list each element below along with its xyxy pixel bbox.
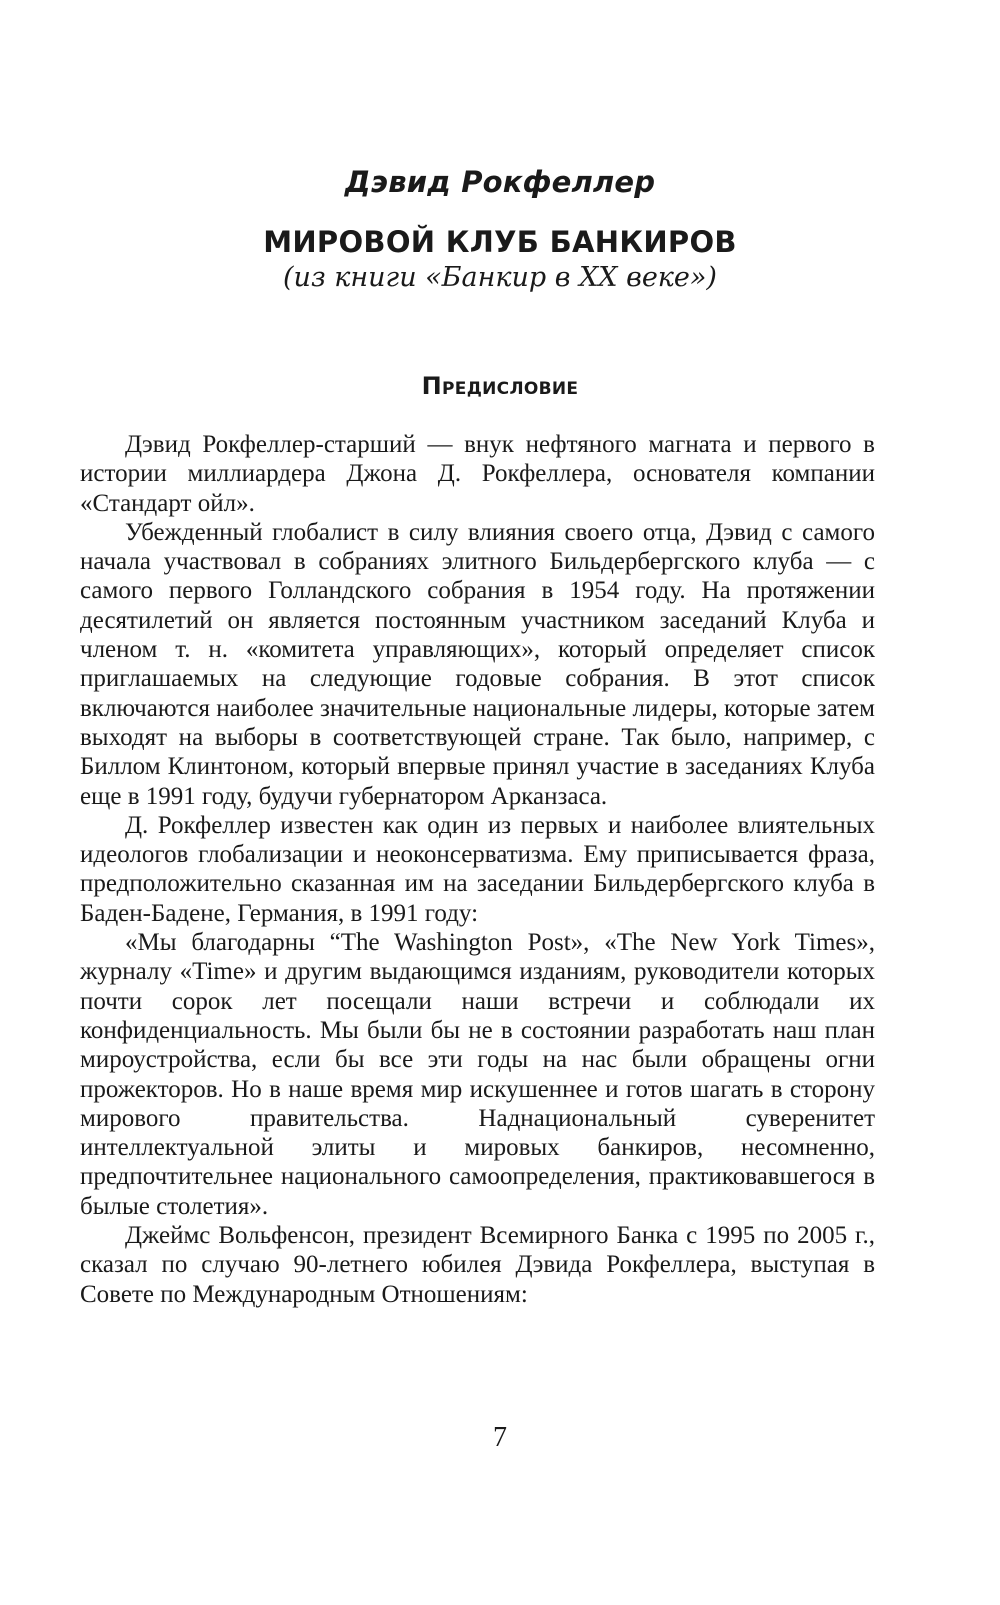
paragraph: Джеймс Вольфенсон, президент Всемирного Банка с 1995 по 2005 г., сказал по случаю 90-летнего юбилея Дэвида Рокфеллера, выступая в Совете по Международным Отношениям: bbox=[80, 1222, 875, 1308]
paragraph: Д. Рокфеллер известен как один из первых и наиболее влиятельных идеологов глобализации и неоконсерватизма. Ему приписывается фраза, предположительно сказанная им на заседании Бильдербергского клуба в Баден-Бадене, Германия, в 1991 году: bbox=[80, 811, 875, 927]
page-number: 7 bbox=[493, 1422, 507, 1453]
quote-paragraph: «Мы благодарны “The Washington Post», «The New York Times», журналу «Time» и другим выдающимся изданиям, руководители которых почти сорок лет посещали наши встречи и соблюдали их конфиденциальность. Мы были бы не в состоянии разработать наш план мироустройства, если бы все эти годы на нас были обращены огни прожекторов. Но в наше время мир искушеннее и готов шагать в сторону мирового правительства. Наднациональный суверенитет интеллектуальной элиты и мировых банкиров, несомненно, предпочтительнее национального самоопределения, практиковавшегося в былые столетия». bbox=[80, 929, 875, 1220]
section-heading: Предисловие bbox=[421, 372, 579, 400]
chapter-title: МИРОВОЙ КЛУБ БАНКИРОВ bbox=[263, 225, 737, 259]
chapter-subtitle: (из книги «Банкир в XX веке») bbox=[283, 262, 717, 293]
body-text bbox=[80, 430, 875, 1309]
author-name: Дэвид Рокфеллер bbox=[344, 165, 656, 199]
paragraph: Дэвид Рокфеллер-старший — внук нефтяного магната и первого в истории миллиардера Джона Д. Рокфеллера, основателя компании «Стандарт ойл». bbox=[80, 431, 875, 517]
paragraph: Убежденный глобалист в силу влияния своего отца, Дэвид с самого начала участвовал в собраниях элитного Бильдербергского клуба — с самого первого Голландского собрания в 1954 году. На протяжении десятилетий он является постоянным участником заседаний Клуба и членом т. н. «комитета управляющих», который определяет список приглашаемых на следующие годовые собрания. В этот список включаются наиболее значительные национальные лидеры, которые затем выходят на выборы в соответствующей стране. Так было, например, с Биллом Клинтоном, который впервые принял участие в заседаниях Клуба еще в 1991 году, будучи губернатором Арканзаса. bbox=[80, 518, 875, 810]
